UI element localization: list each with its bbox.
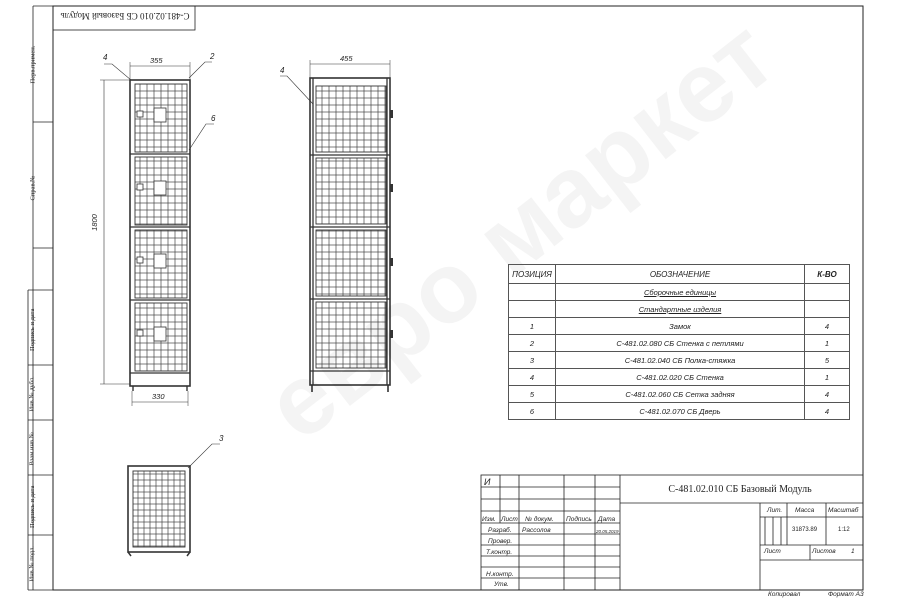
dim-front-width: 355 [150, 56, 163, 65]
label-sprav: Справ.№ [29, 175, 37, 201]
spec-section-standard: Стандартные изделия [556, 301, 805, 318]
front-view [100, 62, 214, 406]
tb-massa-value: 31873.89 [792, 527, 818, 533]
spec-section-assemblies: Сборочные единицы [556, 284, 805, 301]
spec-row [509, 352, 850, 369]
callout-2: 2 [210, 52, 215, 61]
spec-qty: 1 [805, 369, 850, 386]
spec-qty: 4 [805, 403, 850, 420]
spec-pos: 6 [509, 403, 556, 420]
tb-letter-i: И [484, 477, 491, 487]
spec-pos: 5 [509, 386, 556, 403]
spec-table [508, 264, 850, 420]
spec-name: Замок [556, 318, 805, 335]
dim-side-width: 455 [340, 54, 353, 63]
spec-pos: 2 [509, 335, 556, 352]
spec-pos: 4 [509, 369, 556, 386]
spec-empty-cell [805, 301, 850, 318]
spec-row [509, 403, 850, 420]
tb-massa: Масса [795, 507, 815, 514]
top-view [128, 444, 220, 556]
tb-izm: Изм. [482, 516, 496, 523]
spec-header-row [509, 265, 850, 284]
drawing-code-rotated: С-481.02.010 СБ Базовый Модуль [60, 11, 190, 21]
tb-listov-label: Листов [812, 548, 836, 555]
callout-4-side: 4 [280, 66, 285, 75]
spec-name: С-481.02.070 СБ Дверь [556, 403, 805, 420]
tb-utv: Утв. [494, 581, 509, 588]
callout-6: 6 [211, 114, 216, 123]
tb-podpis: Подпись [566, 516, 592, 523]
tb-scale-value: 1:12 [838, 527, 850, 533]
side-view [280, 60, 393, 392]
spec-qty: 5 [805, 352, 850, 369]
title-block-name: С-481.02.010 СБ Базовый Модуль [668, 484, 812, 495]
spec-empty-cell [509, 284, 556, 301]
spec-qty: 4 [805, 318, 850, 335]
spec-name: С-481.02.020 СБ Стенка [556, 369, 805, 386]
tb-lit: Лит. [767, 507, 783, 514]
tb-data: Дата [598, 516, 616, 523]
tb-prover: Провер. [488, 538, 513, 545]
tb-list-label: Лист [764, 548, 781, 555]
spec-header-pos: ПОЗИЦИЯ [509, 265, 556, 284]
spec-header-qty: К-ВО [805, 265, 850, 284]
tb-razrab: Разраб. [488, 527, 512, 534]
spec-row [509, 369, 850, 386]
spec-section-row [509, 284, 850, 301]
tb-razrab-date: 20.05.2019 [596, 529, 619, 534]
spec-qty: 1 [805, 335, 850, 352]
spec-name: С-481.02.040 СБ Полка-стяжка [556, 352, 805, 369]
label-vzam-inv: Взам.инв.№ [28, 432, 36, 466]
tb-format: Формат А3 [828, 591, 864, 598]
tb-tkontr: Т.контр. [486, 549, 513, 556]
dim-base-width: 330 [152, 392, 165, 401]
tb-dokum: № докум. [525, 516, 554, 523]
spec-section-row [509, 301, 850, 318]
spec-name: С-481.02.080 СБ Стенка с петлями [556, 335, 805, 352]
callout-4-front: 4 [103, 53, 108, 62]
tb-list: Лист [501, 516, 518, 523]
spec-qty: 4 [805, 386, 850, 403]
spec-pos: 1 [509, 318, 556, 335]
spec-empty-cell [509, 301, 556, 318]
tb-nkontr: Н.контр. [486, 571, 514, 578]
spec-row [509, 318, 850, 335]
label-inv-podl: Инв.№ подл. [28, 546, 36, 582]
spec-empty-cell [805, 284, 850, 301]
callout-3: 3 [219, 434, 224, 443]
label-podpis-1: Подпись и дата [29, 308, 36, 351]
tb-listov-value: 1 [851, 548, 855, 555]
spec-pos: 3 [509, 352, 556, 369]
label-inv-dubl: Инв.№ дубл. [28, 376, 36, 412]
spec-row [509, 335, 850, 352]
tb-razrab-name: Рассолов [522, 527, 551, 534]
label-perv-primen: Перв.примен. [29, 45, 37, 84]
spec-row [509, 386, 850, 403]
label-podpis-2: Подпись и дата [29, 485, 36, 528]
spec-name: С-481.02.060 СБ Сетка задняя [556, 386, 805, 403]
tb-masshtab: Масштаб [828, 507, 859, 514]
dim-height: 1800 [89, 214, 99, 231]
spec-header-name: ОБОЗНАЧЕНИЕ [556, 265, 805, 284]
tb-kopiroval: Копировал [768, 591, 801, 598]
